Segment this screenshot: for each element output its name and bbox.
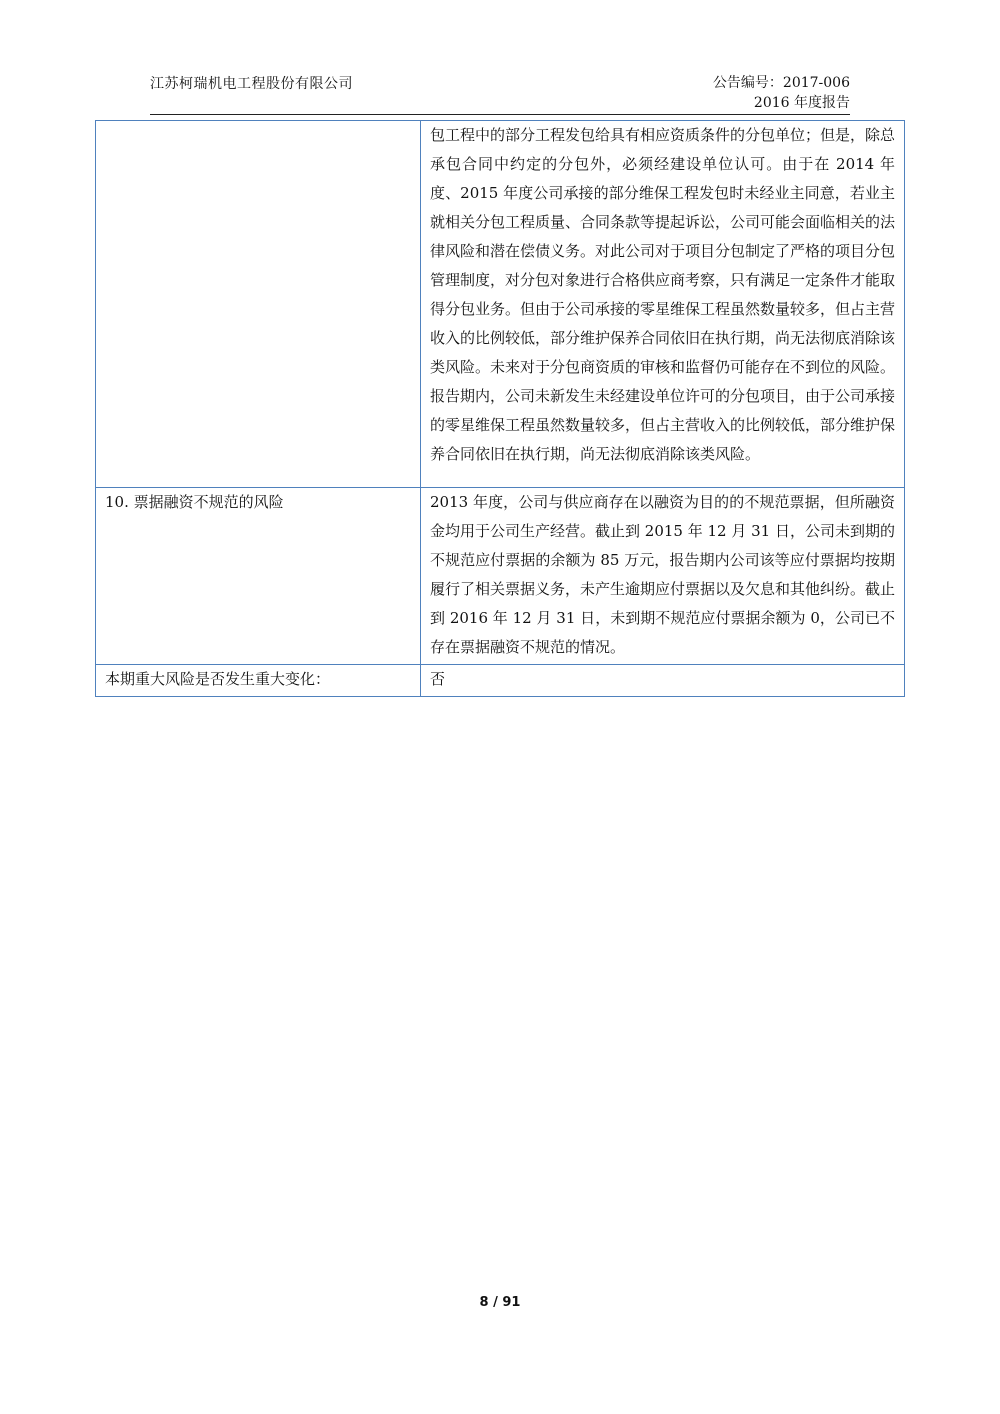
table-row [96, 488, 905, 665]
report-name: 2016 年度报告 [753, 95, 850, 111]
header-divider [150, 114, 850, 115]
risk-name-cell [96, 121, 421, 488]
major-change-question: 本期重大风险是否发生重大变化： [96, 665, 421, 697]
company-name: 江苏柯瑞机电工程股份有限公司 [150, 76, 353, 92]
table-row [96, 121, 905, 488]
announcement-number: 公告编号：2017-006 [712, 75, 850, 91]
risk-description-cell: 2013 年度，公司与供应商存在以融资为目的的不规范票据，但所融资金均用于公司生产经营。截止到 2015 年 12 月 31 日，公司未到期的不规范应付票据的余额为 85 万元，报告期内公司该等应付票据均按期履行了相关票据义务，未产生逾期应付票据以及欠息和其他纠纷。截止到 2016 年 12 月 31 日，未到期不规范应付票据余额为 0，公司已不存在票据融资不规范的情况。 [421, 488, 905, 665]
risk-name-cell: 10. 票据融资不规范的风险 [96, 488, 421, 665]
header-right [713, 73, 850, 113]
page-number: 8 / 91 [479, 1295, 521, 1310]
risk-table [95, 120, 905, 697]
table-row [96, 665, 905, 697]
major-change-answer: 否 [421, 665, 905, 697]
risk-description-cell: 包工程中的部分工程发包给具有相应资质条件的分包单位；但是，除总承包合同中约定的分包外，必须经建设单位认可。由于在 2014 年度、2015 年度公司承接的部分维保工程发包时未经业主同意，若业主就相关分包工程质量、合同条款等提起诉讼，公司可能会面临相关的法律风险和潜在偿债义务。对此公司对于项目分包制定了严格的项目分包管理制度，对分包对象进行合格供应商考察，只有满足一定条件才能取得分包业务。但由于公司承接的零星维保工程虽然数量较多，但占主营收入的比例较低，部分维护保养合同依旧在执行期，尚无法彻底消除该类风险。未来对于分包商资质的审核和监督仍可能存在不到位的风险。报告期内，公司未新发生未经建设单位许可的分包项目，由于公司承接的零星维保工程虽然数量较多，但占主营收入的比例较低，部分维护保养合同依旧在执行期，尚无法彻底消除该类风险。 [421, 121, 905, 488]
